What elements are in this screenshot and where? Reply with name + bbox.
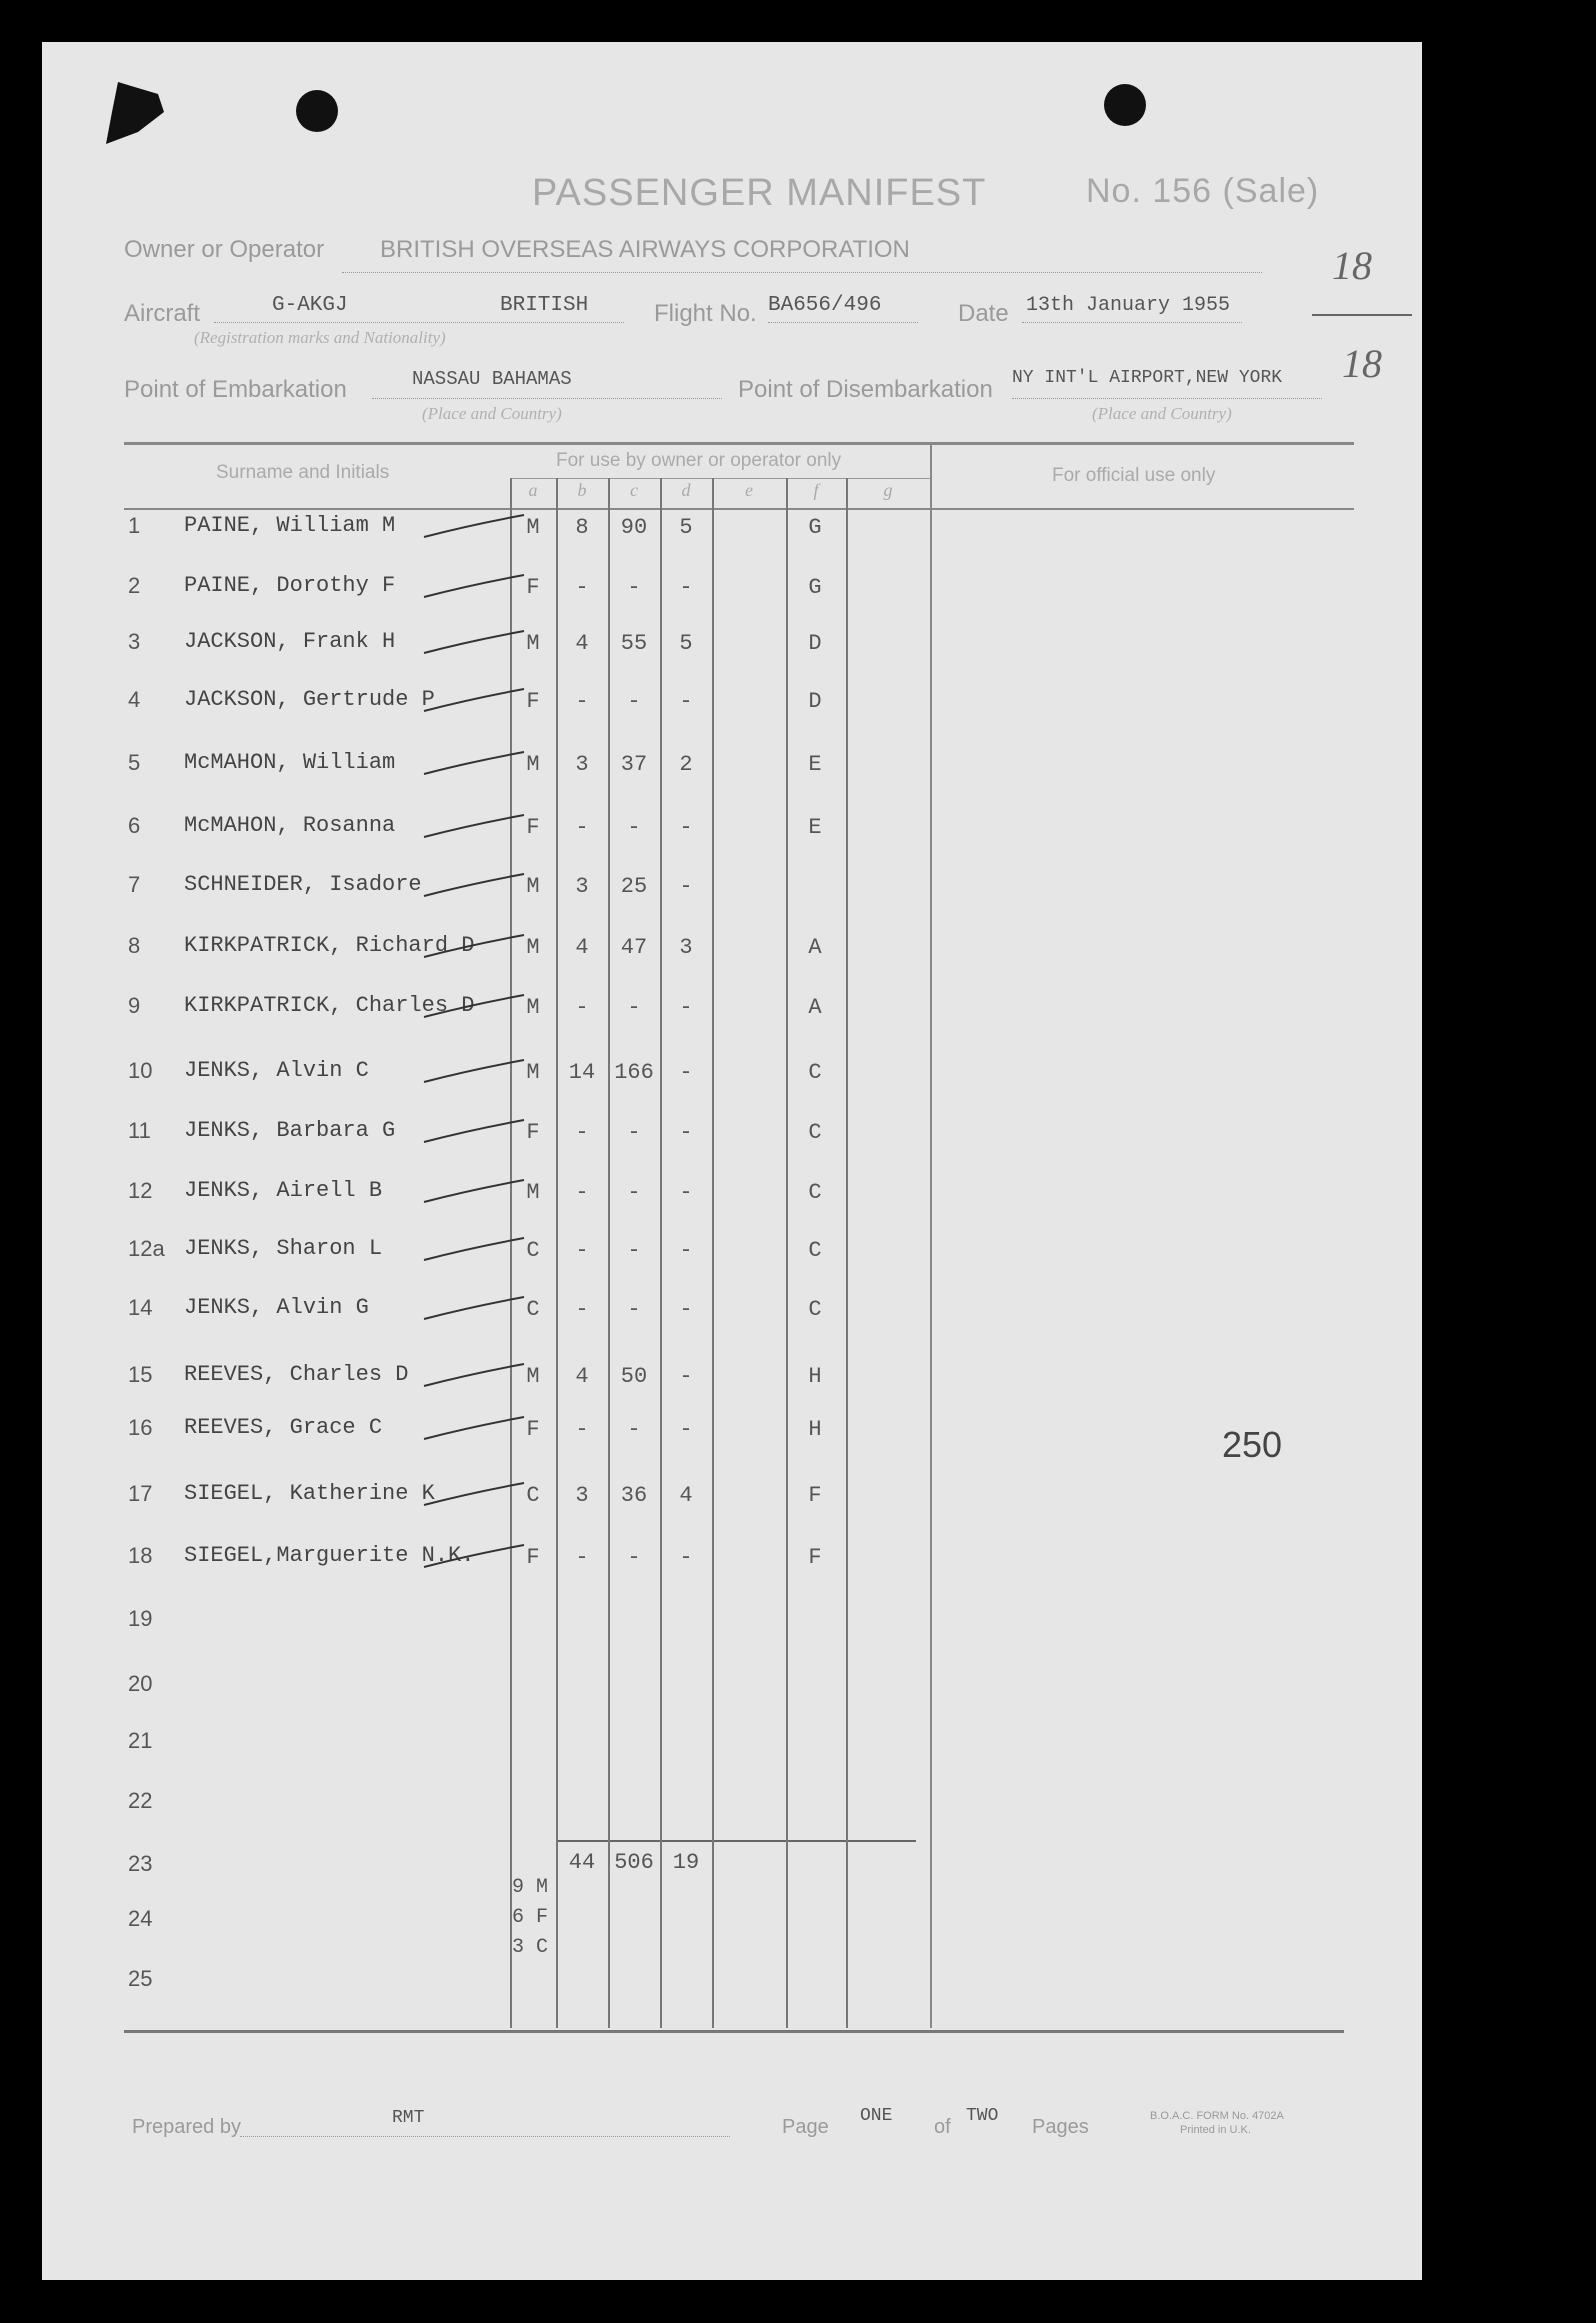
embarkation-note: (Place and Country) — [422, 404, 562, 423]
operator-subheader-rule — [510, 478, 930, 479]
cell-c: 166 — [614, 1060, 654, 1085]
row-number: 11 — [128, 1118, 151, 1143]
tick-mark — [420, 1178, 530, 1208]
cell-f: D — [808, 689, 822, 714]
total-d: 19 — [672, 1850, 700, 1875]
cell-b: 14 — [568, 1060, 596, 1085]
column-rule — [786, 478, 788, 2028]
disembarkation-value: NY INT'L AIRPORT,NEW YORK — [1012, 368, 1283, 388]
cell-f: F — [808, 1483, 822, 1508]
margin-note-bottom: 18 — [1342, 341, 1382, 386]
passenger-name: JENKS, Sharon L — [184, 1236, 383, 1261]
aircraft-note: (Registration marks and Nationality) — [194, 328, 446, 347]
passenger-name: KIRKPATRICK, Charles D — [184, 993, 475, 1018]
passenger-name: SIEGEL, Katherine K — [184, 1481, 435, 1506]
tick-mark — [420, 933, 530, 963]
official-number: 250 — [1222, 1424, 1283, 1465]
totals-rule — [556, 1840, 916, 1842]
cell-d: - — [679, 874, 693, 899]
passenger-name: JACKSON, Frank H — [184, 629, 396, 654]
cell-b: - — [575, 689, 589, 714]
column-rule — [930, 445, 932, 2028]
cell-f: F — [808, 1545, 822, 1570]
cell-c: 25 — [620, 874, 648, 899]
row-number: 6 — [128, 813, 141, 838]
cell-f: H — [808, 1417, 822, 1442]
operator-header: For use by owner or operator only — [556, 450, 842, 471]
cell-d: - — [679, 689, 693, 714]
column-letter-e: e — [745, 480, 753, 500]
row-number: 12a — [128, 1236, 165, 1261]
cell-b: - — [575, 1545, 589, 1570]
row-number: 1 — [128, 513, 141, 538]
printed-in: Printed in U.K. — [1180, 2124, 1251, 2136]
cell-d: - — [679, 1364, 693, 1389]
tick-mark — [420, 1236, 530, 1266]
owner-value: BRITISH OVERSEAS AIRWAYS CORPORATION — [380, 236, 910, 263]
cell-d: 3 — [679, 935, 693, 960]
row-number: 7 — [128, 872, 141, 897]
cell-sex: C — [526, 1483, 540, 1508]
manifest-sheet — [42, 42, 1422, 2280]
embarkation-label: Point of Embarkation — [124, 376, 347, 403]
passenger-name: JENKS, Alvin G — [184, 1295, 369, 1320]
cell-sex: F — [526, 1120, 540, 1145]
cell-f: E — [808, 815, 822, 840]
row-number: 3 — [128, 629, 141, 654]
passenger-name: SIEGEL,Marguerite N.K. — [184, 1543, 475, 1568]
summary-count: 6 F — [512, 1906, 549, 1929]
column-rule — [846, 478, 848, 2028]
passenger-name: JACKSON, Gertrude P — [184, 687, 435, 712]
tick-mark — [420, 1543, 530, 1573]
cell-b: - — [575, 1120, 589, 1145]
cell-sex: M — [526, 874, 540, 899]
cell-b: 4 — [575, 935, 589, 960]
tick-mark — [420, 1295, 530, 1325]
cell-f: A — [808, 935, 822, 960]
cell-b: 3 — [575, 874, 589, 899]
cell-c: - — [627, 1120, 641, 1145]
cell-c: - — [627, 1417, 641, 1442]
official-header: For official use only — [1052, 465, 1216, 486]
cell-b: - — [575, 1238, 589, 1263]
cell-f: A — [808, 995, 822, 1020]
row-number: 12 — [128, 1178, 153, 1203]
tick-mark — [420, 573, 530, 603]
cell-b: 3 — [575, 752, 589, 777]
cell-d: 2 — [679, 752, 693, 777]
row-number: 8 — [128, 933, 141, 958]
disembarkation-note: (Place and Country) — [1092, 404, 1232, 423]
cell-c: - — [627, 1545, 641, 1570]
cell-b: - — [575, 995, 589, 1020]
cell-c: - — [627, 575, 641, 600]
cell-sex: F — [526, 815, 540, 840]
cell-sex: F — [526, 689, 540, 714]
cell-b: - — [575, 815, 589, 840]
row-number: 15 — [128, 1362, 153, 1387]
tick-mark — [420, 513, 530, 543]
row-number: 17 — [128, 1481, 153, 1506]
table-header-rule — [124, 508, 1354, 510]
cell-b: 8 — [575, 515, 589, 540]
cell-c: - — [627, 995, 641, 1020]
cell-d: 4 — [679, 1483, 693, 1508]
manifest-title: PASSENGER MANIFEST — [532, 172, 987, 214]
aircraft-registration: G-AKGJ — [272, 294, 348, 317]
tick-mark — [420, 687, 530, 717]
cell-sex: F — [526, 575, 540, 600]
cell-c: 90 — [620, 515, 648, 540]
cell-c: 37 — [620, 752, 648, 777]
embarkation-value: NASSAU BAHAMAS — [412, 368, 572, 390]
summary-count: 9 M — [512, 1876, 549, 1899]
cell-sex: M — [526, 515, 540, 540]
cell-d: - — [679, 1297, 693, 1322]
cell-f: C — [808, 1297, 822, 1322]
cell-f: C — [808, 1180, 822, 1205]
form-number: B.O.A.C. FORM No. 4702A — [1150, 2110, 1284, 2122]
column-letter-a: a — [528, 480, 538, 500]
aircraft-nationality: BRITISH — [500, 294, 589, 317]
passenger-name: McMAHON, Rosanna — [184, 813, 396, 838]
tick-mark — [420, 813, 530, 843]
tick-mark — [420, 1362, 530, 1392]
tick-mark — [420, 872, 530, 902]
passenger-name: McMAHON, William — [184, 750, 396, 775]
passenger-name: JENKS, Alvin C — [184, 1058, 369, 1083]
cell-f: H — [808, 1364, 822, 1389]
cell-f: D — [808, 631, 822, 656]
cell-f: C — [808, 1060, 822, 1085]
cell-f: C — [808, 1238, 822, 1263]
torn-corner-mark — [98, 72, 168, 152]
cell-d: - — [679, 815, 693, 840]
prepared-value: RMT — [392, 2108, 425, 2128]
total-b: 44 — [568, 1850, 596, 1875]
row-number: 23 — [128, 1851, 153, 1876]
column-letter-b: b — [577, 480, 587, 500]
manifest-number: No. 156 (Sale) — [1086, 172, 1320, 210]
pages-label: Pages — [1032, 2116, 1089, 2138]
cell-d: - — [679, 1060, 693, 1085]
page-value: ONE — [860, 2106, 893, 2126]
cell-c: 47 — [620, 935, 648, 960]
cell-d: 5 — [679, 631, 693, 656]
row-number: 10 — [128, 1058, 153, 1083]
cell-d: - — [679, 1417, 693, 1442]
cell-d: - — [679, 1180, 693, 1205]
cell-sex: M — [526, 752, 540, 777]
cell-c: 36 — [620, 1483, 648, 1508]
cell-b: - — [575, 1297, 589, 1322]
cell-d: - — [679, 995, 693, 1020]
total-c: 506 — [614, 1850, 654, 1875]
cell-c: - — [627, 1297, 641, 1322]
aircraft-label: Aircraft — [124, 300, 201, 327]
row-number: 18 — [128, 1543, 153, 1568]
cell-b: - — [575, 575, 589, 600]
table-bottom-rule — [124, 2030, 1344, 2033]
tick-mark — [420, 1058, 530, 1088]
margin-note-top: 18 — [1332, 243, 1372, 288]
tick-mark — [420, 629, 530, 659]
row-number: 9 — [128, 993, 141, 1018]
surname-header: Surname and Initials — [216, 462, 390, 483]
cell-d: - — [679, 1120, 693, 1145]
passenger-name: JENKS, Barbara G — [184, 1118, 396, 1143]
cell-c: - — [627, 1180, 641, 1205]
row-number: 14 — [128, 1295, 153, 1320]
cell-sex: M — [526, 631, 540, 656]
cell-b: - — [575, 1180, 589, 1205]
row-number: 4 — [128, 687, 141, 712]
column-letter-c: c — [630, 480, 638, 500]
summary-count: 3 C — [512, 1936, 549, 1959]
tick-mark — [420, 1481, 530, 1511]
punch-hole-right — [1104, 84, 1146, 126]
column-letter-d: d — [681, 480, 691, 500]
of-value: TWO — [966, 2106, 999, 2126]
column-rule — [712, 478, 714, 2028]
cell-sex: M — [526, 935, 540, 960]
row-number: 25 — [128, 1966, 153, 1991]
row-number: 24 — [128, 1906, 153, 1931]
cell-b: 3 — [575, 1483, 589, 1508]
cell-b: - — [575, 1417, 589, 1442]
cell-c: 55 — [620, 631, 648, 656]
passenger-name: KIRKPATRICK, Richard D — [184, 933, 475, 958]
passenger-name: JENKS, Airell B — [184, 1178, 383, 1203]
passenger-name: REEVES, Charles D — [184, 1362, 409, 1387]
flight-label: Flight No. — [654, 300, 757, 327]
date-label: Date — [958, 300, 1009, 327]
cell-c: - — [627, 689, 641, 714]
owner-label: Owner or Operator — [124, 236, 325, 263]
cell-c: - — [627, 815, 641, 840]
row-number: 21 — [128, 1728, 153, 1753]
cell-f: C — [808, 1120, 822, 1145]
passenger-name: PAINE, Dorothy F — [184, 573, 396, 598]
row-number: 22 — [128, 1788, 153, 1813]
tick-mark — [420, 1118, 530, 1148]
cell-f: G — [808, 575, 822, 600]
cell-b: 4 — [575, 1364, 589, 1389]
passenger-name: PAINE, William M — [184, 513, 396, 538]
tick-mark — [420, 993, 530, 1023]
passenger-name: SCHNEIDER, Isadore — [184, 872, 422, 897]
passenger-name: REEVES, Grace C — [184, 1415, 383, 1440]
of-label: of — [934, 2116, 951, 2138]
page-label: Page — [782, 2116, 829, 2138]
cell-sex: C — [526, 1238, 540, 1263]
cell-c: 50 — [620, 1364, 648, 1389]
cell-d: - — [679, 1545, 693, 1570]
flight-number: BA656/496 — [768, 294, 882, 317]
cell-sex: F — [526, 1545, 540, 1570]
cell-c: - — [627, 1238, 641, 1263]
column-letter-g: g — [883, 480, 893, 500]
row-number: 19 — [128, 1606, 153, 1631]
cell-b: 4 — [575, 631, 589, 656]
cell-d: - — [679, 575, 693, 600]
row-number: 16 — [128, 1415, 153, 1440]
cell-d: - — [679, 1238, 693, 1263]
prepared-label: Prepared by — [132, 2116, 241, 2138]
tick-mark — [420, 1415, 530, 1445]
cell-sex: M — [526, 1364, 540, 1389]
row-number: 20 — [128, 1671, 153, 1696]
cell-sex: C — [526, 1297, 540, 1322]
row-number: 2 — [128, 573, 141, 598]
table-top-rule — [124, 442, 1354, 445]
cell-d: 5 — [679, 515, 693, 540]
cell-sex: M — [526, 995, 540, 1020]
row-number: 5 — [128, 750, 141, 775]
punch-hole-left — [296, 90, 338, 132]
cell-f: G — [808, 515, 822, 540]
cell-sex: F — [526, 1417, 540, 1442]
disembarkation-label: Point of Disembarkation — [738, 376, 993, 403]
tick-mark — [420, 750, 530, 780]
cell-f: E — [808, 752, 822, 777]
cell-sex: M — [526, 1060, 540, 1085]
date-value: 13th January 1955 — [1026, 294, 1231, 317]
cell-sex: M — [526, 1180, 540, 1205]
column-letter-f: f — [813, 480, 819, 500]
